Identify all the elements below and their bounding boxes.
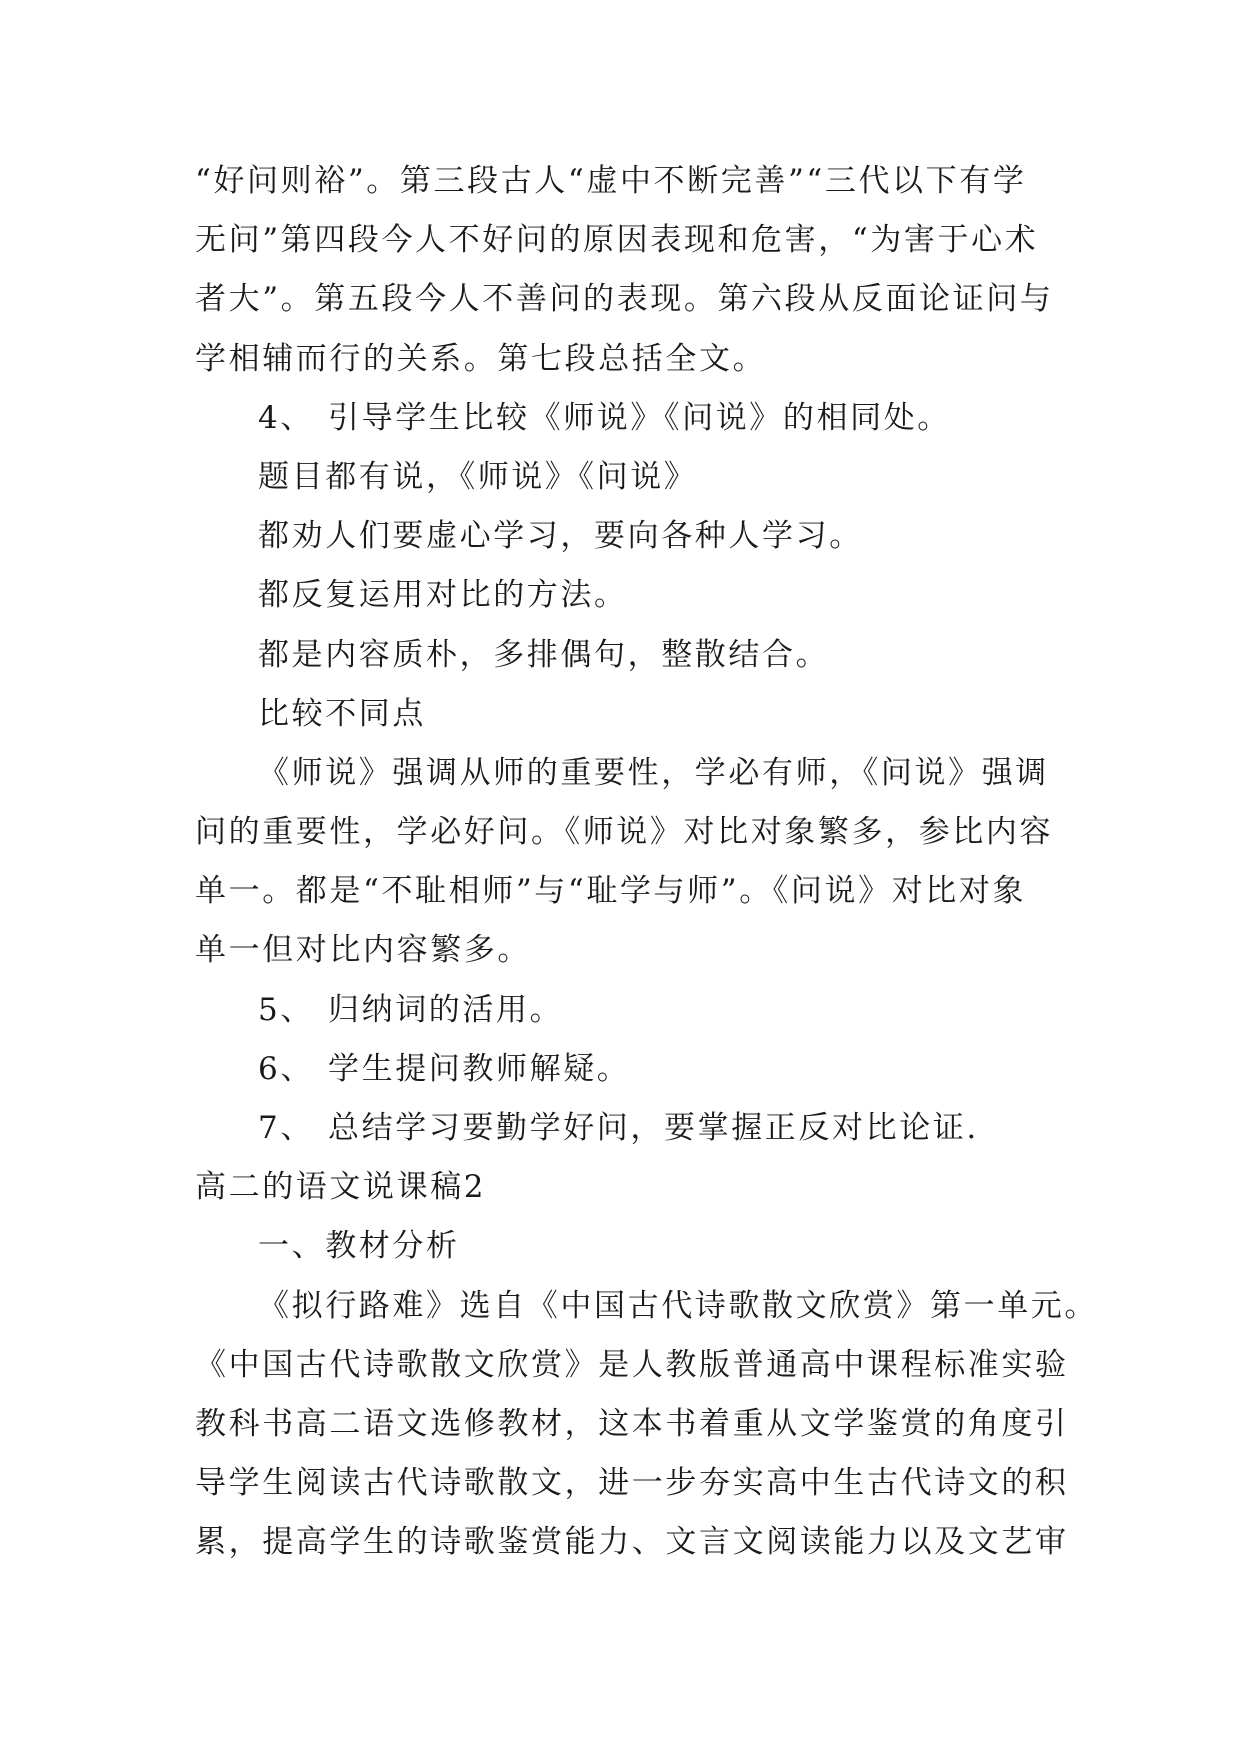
text-line: 累，提高学生的诗歌鉴赏能力、文言文阅读能力以及文艺审 (195, 1524, 1069, 1561)
text-line: 都劝人们要虚心学习，要向各种人学习。 (258, 518, 863, 555)
list-number: 7、 (258, 1110, 314, 1146)
list-item-7 (195, 1099, 1055, 1158)
text-line: 者大”。第五段今人不善问的表现。第六段从反面论证问与 (195, 281, 1054, 318)
text-line: 单一。都是“不耻相师”与“耻学与师”。《问说》对比对象 (195, 873, 1027, 910)
text-line: 《师说》强调从师的重要性，学必有师，《问说》强调 (258, 754, 1049, 791)
text-line: 单一但对比内容繁多。 (195, 932, 531, 969)
list-text: 引导学生比较《师说》《问说》的相同处。 (328, 399, 951, 436)
list-text: 总结学习要勤学好问，要掌握正反对比论证. (328, 1110, 979, 1146)
list-text: 学生提问教师解疑。 (328, 1050, 631, 1087)
list-number: 4、 (258, 399, 314, 436)
text-line: 无问”第四段今人不好问的原因表现和危害，“为害于心术 (195, 222, 1039, 259)
text-line: 学相辅而行的关系。第七段总括全文。 (195, 340, 767, 377)
text-line: 导学生阅读古代诗歌散文，进一步夯实高中生古代诗文的积 (195, 1465, 1069, 1502)
list-item-5 (195, 981, 1055, 1040)
text-line: 教科书高二语文选修教材，这本书着重从文学鉴赏的角度引 (195, 1405, 1069, 1442)
text-line: 题目都有说，《师说》《问说》 (258, 458, 698, 495)
text-line: 问的重要性，学必好问。《师说》对比对象繁多，参比内容 (195, 814, 1054, 851)
text-line: 都反复运用对比的方法。 (258, 577, 628, 614)
document-body (195, 152, 1098, 1573)
subsection-heading: 一、教材分析 (258, 1228, 460, 1265)
list-item-6 (195, 1040, 1055, 1099)
text-line: 都是内容质朴，多排偶句，整散结合。 (258, 636, 830, 673)
list-number: 6、 (258, 1050, 314, 1087)
section-heading: 高二的语文说课稿2 (195, 1169, 487, 1206)
list-item-4 (195, 389, 1055, 448)
list-number: 5、 (258, 991, 314, 1028)
text-line: 《拟行路难》选自《中国古代诗歌散文欣赏》第一单元。 (258, 1287, 1098, 1324)
text-line: 《中国古代诗歌散文欣赏》是人教版普通高中课程标准实验 (195, 1346, 1069, 1383)
text-line: 比较不同点 (258, 695, 426, 732)
text-line: “好问则裕”。第三段古人“虚中不断完善”“三代以下有学 (195, 163, 1027, 199)
list-text: 归纳词的活用。 (328, 991, 564, 1028)
